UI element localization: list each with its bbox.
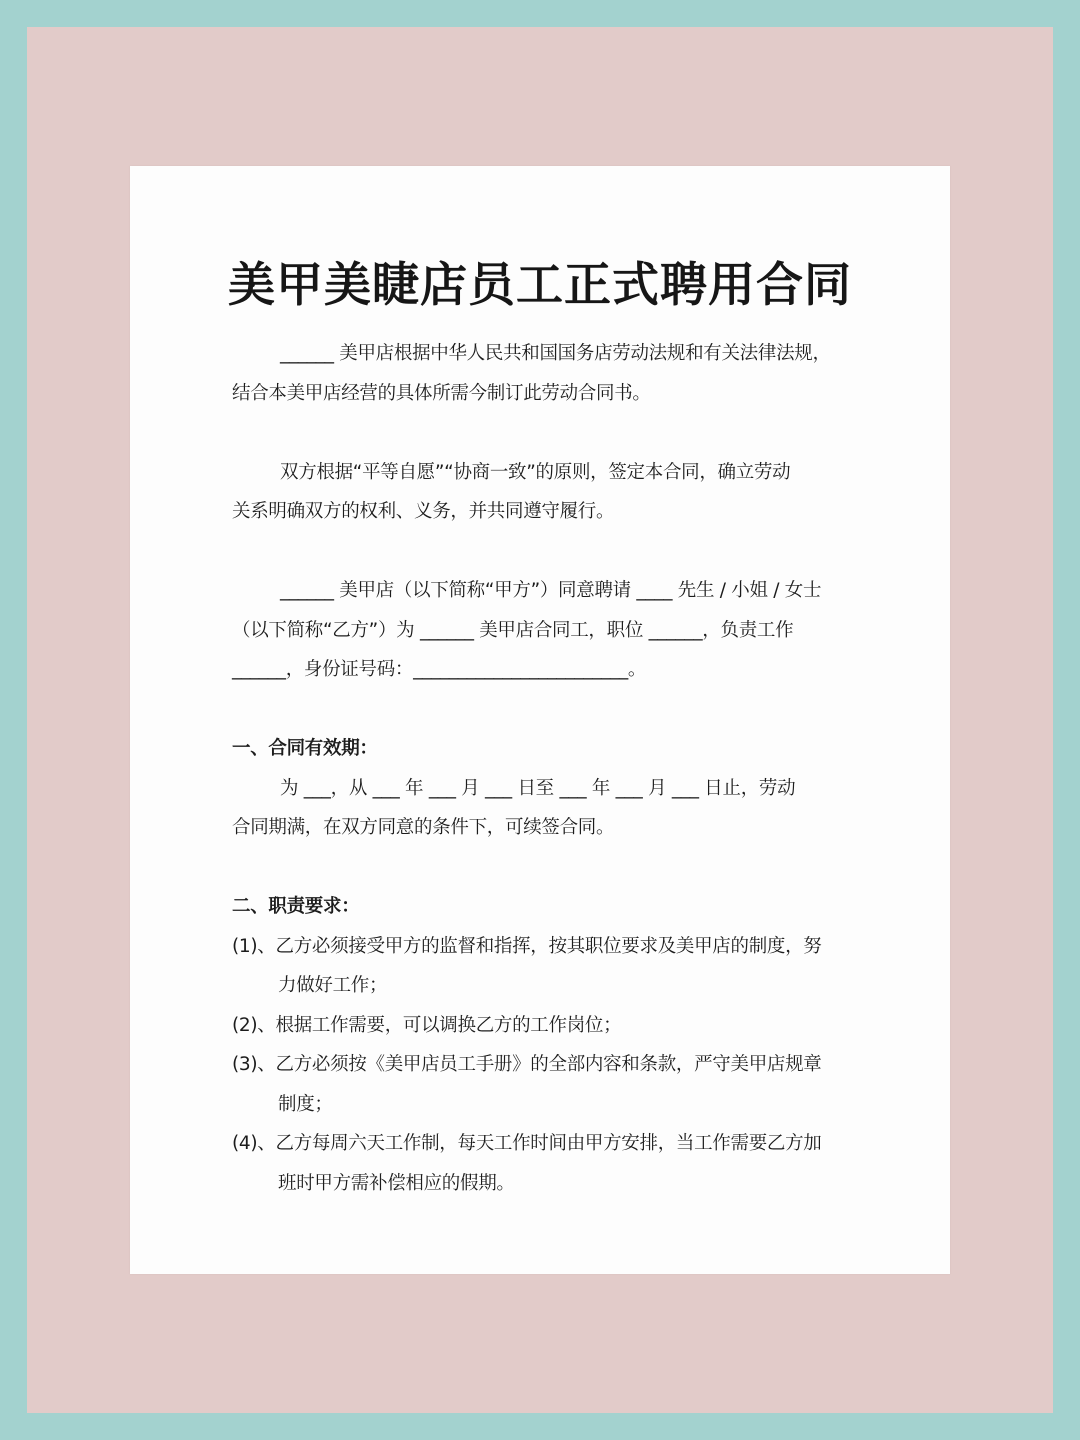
parties-line-1: ______ 美甲店（以下简称“甲方”）同意聘请 ____ 先生 / 小姐 / 女士 <box>280 580 822 601</box>
contract-title: 美甲美睫店员工正式聘用合同 <box>228 258 852 313</box>
duty-item-3: (3)、乙方必须按《美甲店员工手册》的全部内容和条款，严守美甲店规章 <box>232 1054 822 1075</box>
parties-line-2: （以下简称“乙方”）为 ______ 美甲店合同工，职位 ______，负责工作 <box>232 619 794 641</box>
duty-item-2: (2)、根据工作需要，可以调换乙方的工作岗位； <box>232 1014 622 1036</box>
duty-item-1: (1)、乙方必须接受甲方的监督和指挥，按其职位要求及美甲店的制度，努 <box>232 935 822 957</box>
intro-line-2: 结合本美甲店经营的具体所需今制订此劳动合同书。 <box>232 382 651 404</box>
principle-line-1: 双方根据“平等自愿”“协商一致”的原则，签定本合同，确立劳动 <box>280 461 791 483</box>
section1-line-2: 合同期满，在双方同意的条件下，可续签合同。 <box>232 817 615 838</box>
section2-heading: 二、职责要求： <box>232 896 360 917</box>
duty-item-4: (4)、乙方每周六天工作制，每天工作时间由甲方安排，当工作需要乙方加 <box>232 1133 822 1154</box>
section1-heading: 一、合同有效期： <box>232 738 378 759</box>
contract-paper <box>130 166 950 1274</box>
parties-line-3: ______，身份证号码：________________________。 <box>232 659 647 680</box>
duty-item-3-cont: 制度； <box>278 1093 333 1115</box>
section1-line-1: 为 ___，从 ___ 年 ___ 月 ___ 日至 ___ 年 ___ 月 ___ 日止，劳动 <box>280 777 796 799</box>
duty-item-4-cont: 班时甲方需补偿相应的假期。 <box>278 1172 515 1194</box>
duty-item-1-cont: 力做好工作； <box>278 975 388 996</box>
intro-line-1: ______ 美甲店根据中华人民共和国国务店劳动法规和有关法律法规， <box>280 343 831 364</box>
contract-body <box>232 334 872 1203</box>
principle-line-2: 关系明确双方的权利、义务，并共同遵守履行。 <box>232 501 615 522</box>
